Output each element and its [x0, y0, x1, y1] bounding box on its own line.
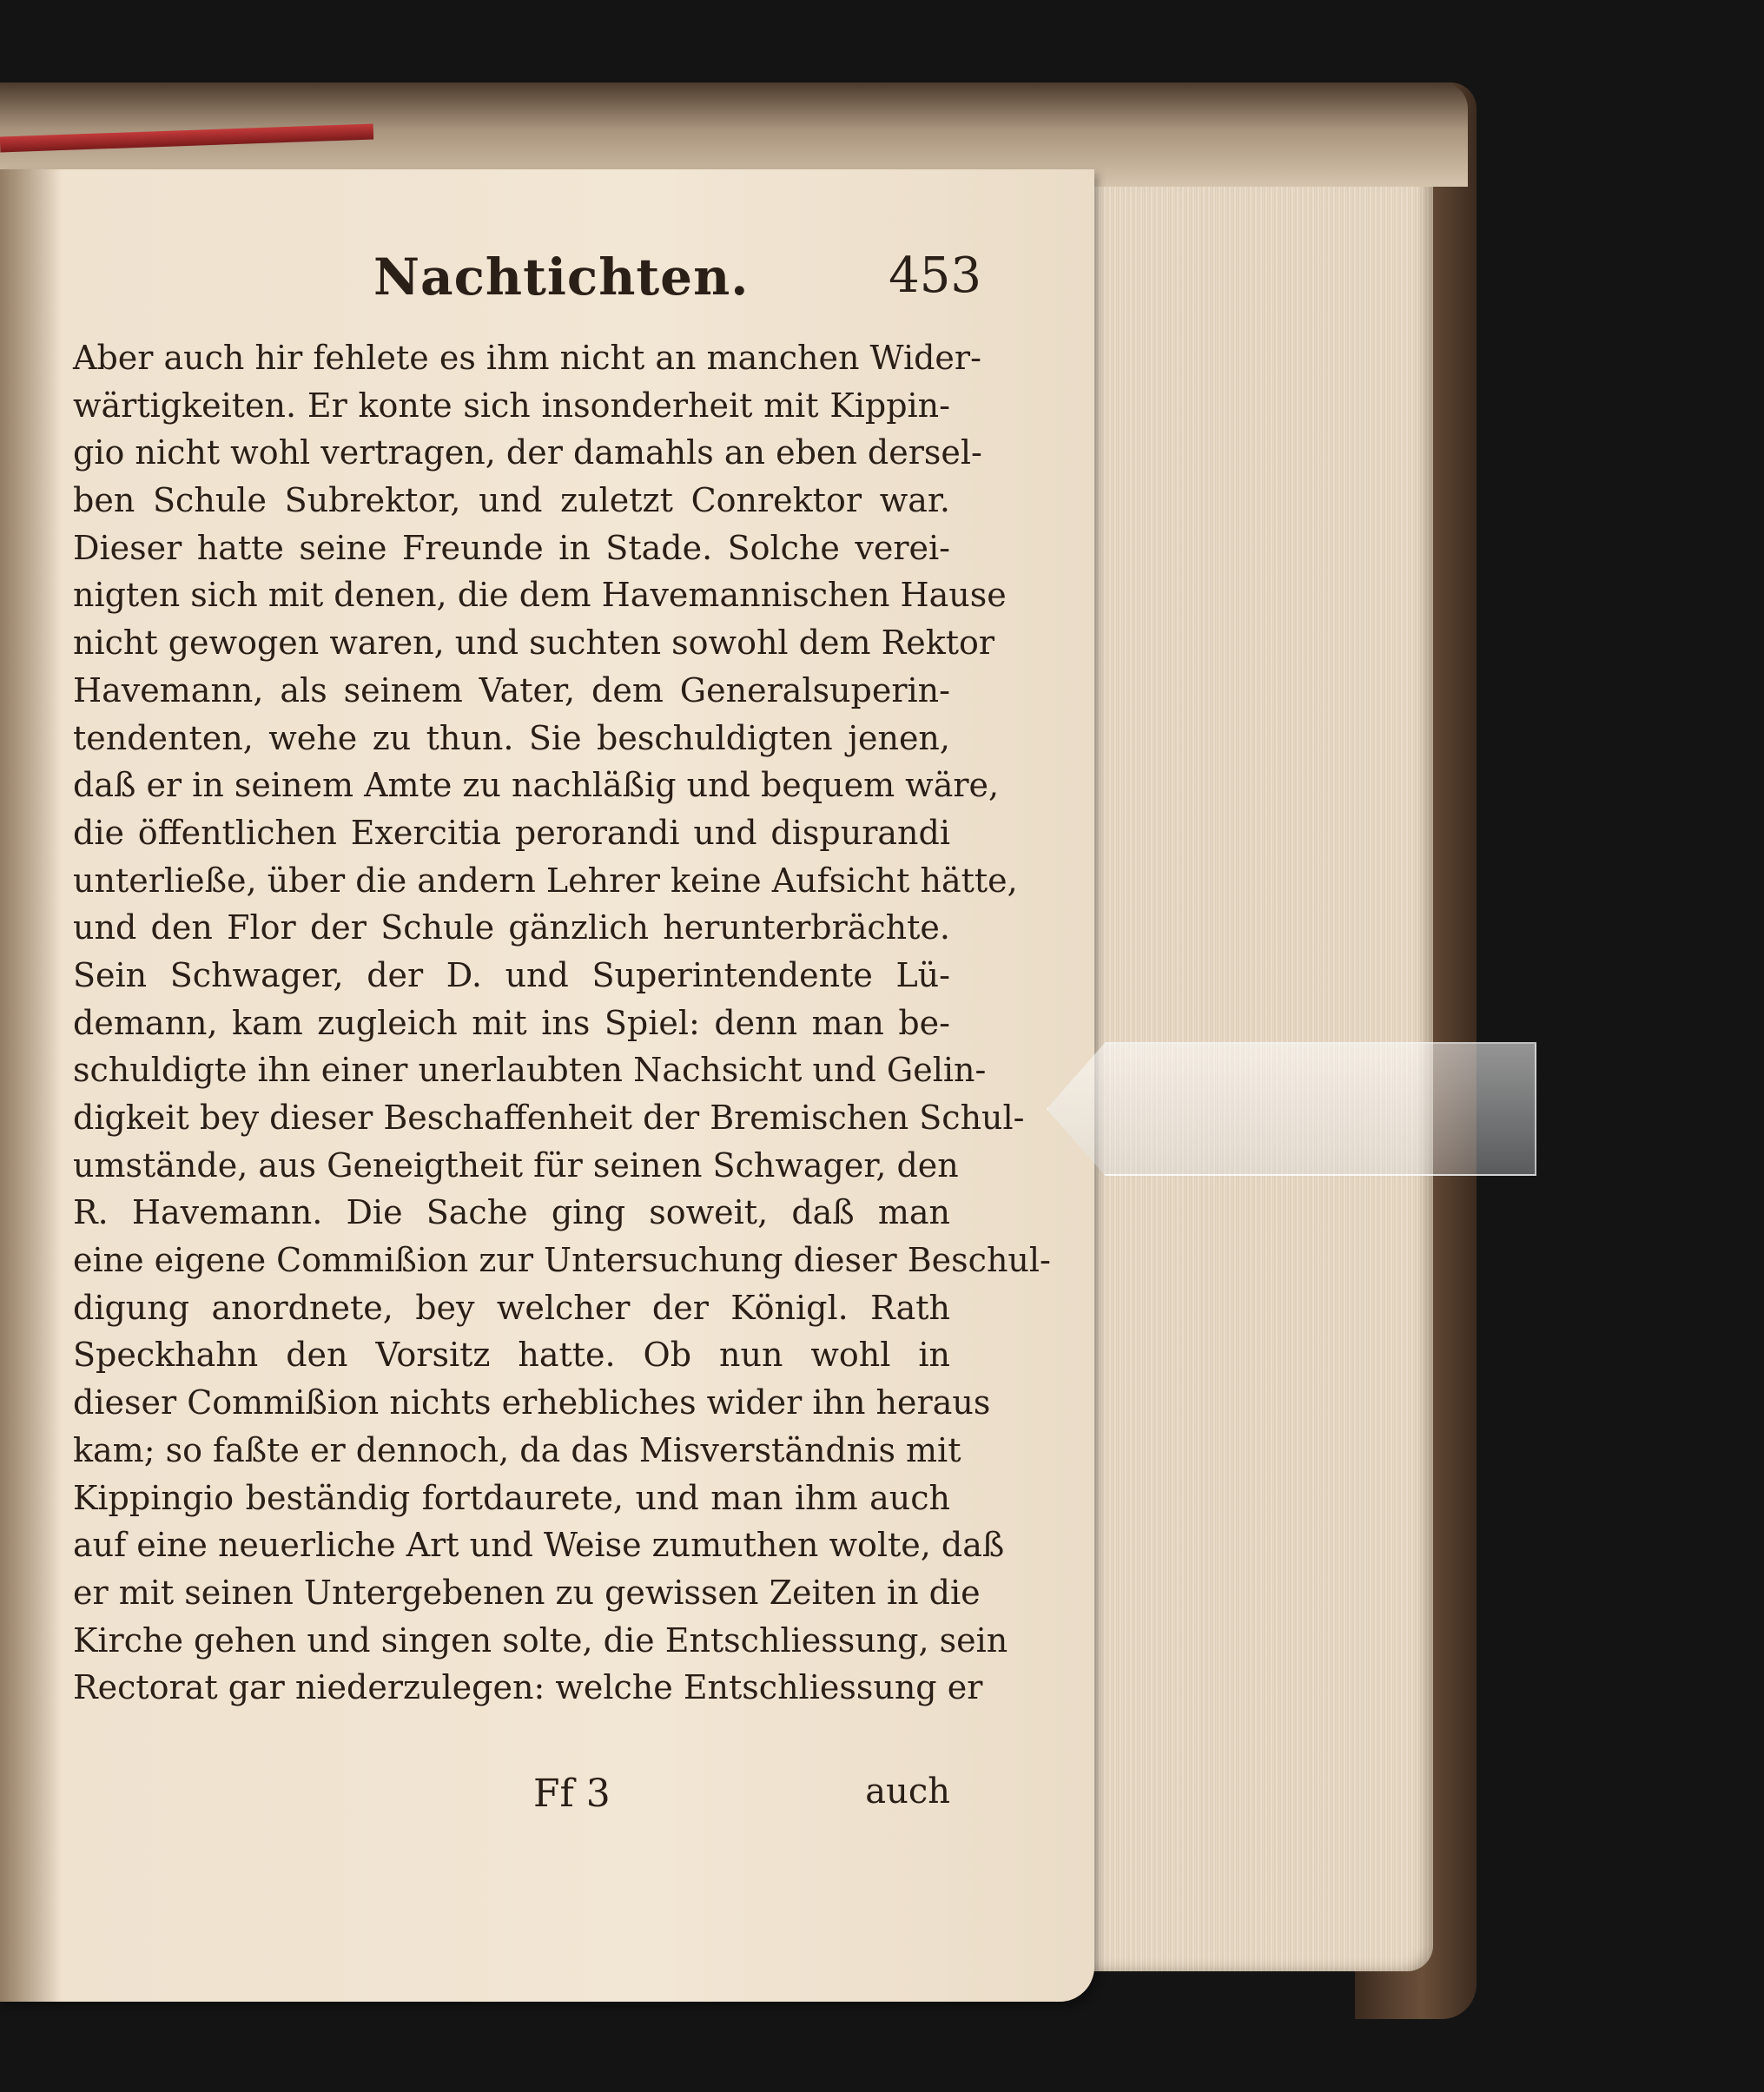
- text-line: ben Schule Subrektor, und zuletzt Conrektor war.: [73, 481, 950, 520]
- text-line: nicht gewogen waren, und suchten sowohl dem Rektor: [73, 624, 995, 663]
- body-text: [73, 334, 1051, 1712]
- text-line: schuldigte ihn einer unerlaubten Nachsicht und Gelin-: [73, 1051, 987, 1090]
- page-gutter: [0, 169, 61, 2002]
- text-line: R. Havemann. Die Sache ging soweit, daß man: [73, 1193, 950, 1232]
- text-line: Havemann, als seinem Vater, dem Generalsuperin-: [73, 670, 950, 709]
- text-line: eine eigene Commißion zur Untersuchung dieser Beschul-: [73, 1241, 1051, 1280]
- running-header: [373, 247, 981, 326]
- text-line: auf eine neuerliche Art und Weise zumuthen wolte, daß: [73, 1526, 1005, 1565]
- page-number: 453: [889, 247, 981, 304]
- text-line: nigten sich mit denen, die dem Havemannischen Hause: [73, 576, 1007, 615]
- text-line: er mit seinen Untergebenen zu gewissen Zeiten in die: [73, 1573, 981, 1612]
- text-line: Kippingio beständig fortdaurete, und man ihm auch: [73, 1478, 950, 1517]
- text-line: kam; so faßte er dennoch, da das Misverständnis mit: [73, 1430, 961, 1469]
- catchword: auch: [865, 1772, 950, 1812]
- text-line: und den Flor der Schule gänzlich herunterbrächte.: [73, 908, 950, 947]
- text-line: digkeit bey dieser Beschaffenheit der Bremischen Schul-: [73, 1099, 1025, 1137]
- text-line: Kirche gehen und singen solte, die Entschliessung, sein: [73, 1620, 1008, 1660]
- text-line: dieser Commißion nichts erhebliches wider ihn heraus: [73, 1383, 991, 1422]
- text-line: daß er in seinem Amte zu nachläßig und bequem wäre,: [73, 766, 1000, 805]
- text-line: Sein Schwager, der D. und Superintendente Lü-: [73, 955, 950, 994]
- text-line: die öffentlichen Exercitia perorandi und dispurandi: [73, 813, 950, 852]
- text-line: Speckhahn den Vorsitz hatte. Ob nun wohl in: [73, 1336, 950, 1375]
- text-line: gio nicht wohl vertragen, der damahls an eben dersel-: [73, 433, 982, 472]
- text-line: wärtigkeiten. Er konte sich insonderheit mit Kippin-: [73, 386, 950, 425]
- text-line: Rectorat gar niederzulegen: welche Entschliessung er: [73, 1668, 983, 1707]
- text-line: demann, kam zugleich mit ins Spiel: denn man be-: [73, 1003, 950, 1042]
- text-line: digung anordnete, bey welcher der Königl. Rath: [73, 1288, 950, 1327]
- text-line: Aber auch hir fehlete es ihm nicht an manchen Wider-: [73, 339, 981, 377]
- signature-mark: Ff 3: [533, 1772, 611, 1816]
- text-line: umstände, aus Geneigtheit für seinen Schwager, den: [73, 1145, 959, 1185]
- text-line: tendenten, wehe zu thun. Sie beschuldigten jenen,: [73, 718, 950, 757]
- page-footer: [73, 1772, 950, 1824]
- clear-bookmark-clip: [1047, 1042, 1536, 1176]
- text-line: unterließe, über die andern Lehrer keine Aufsicht hätte,: [73, 861, 1018, 900]
- text-line: Dieser hatte seine Freunde in Stade. Solche verei-: [73, 528, 950, 567]
- running-title: Nachtichten.: [373, 247, 750, 307]
